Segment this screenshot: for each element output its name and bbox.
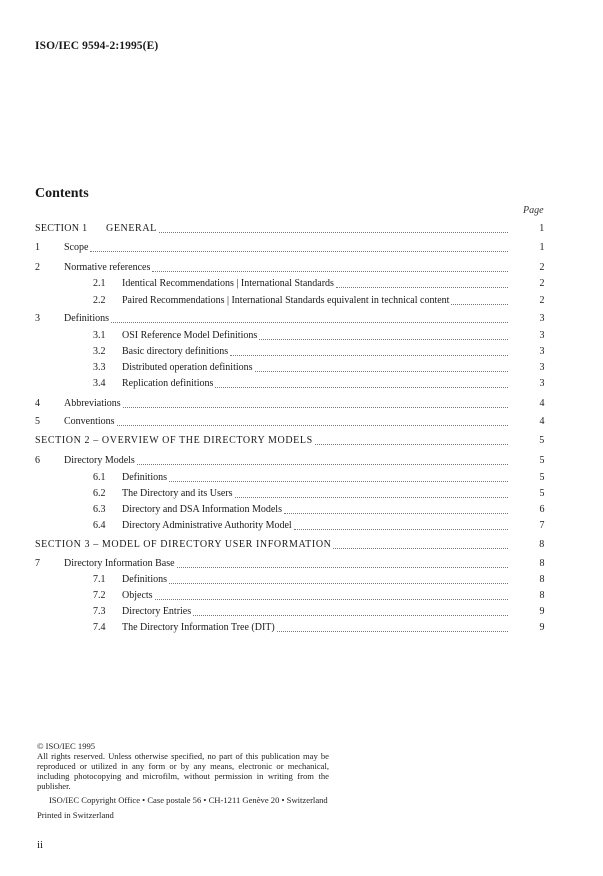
toc-entry[interactable] [0,557,603,571]
dot-leader [123,397,508,408]
toc-entry-number: 4 [35,398,40,409]
toc-entry-title: Distributed operation definitions [122,362,253,373]
toc-entry-page: 5 [539,435,545,446]
copyright-notice [37,741,329,820]
toc-entry[interactable] [0,361,603,375]
toc-entry[interactable] [0,503,603,517]
dot-leader [111,312,508,323]
toc-entry-title: Normative references [64,262,151,273]
toc-entry-page: 5 [539,455,545,466]
toc-entry-number: 3.2 [93,346,106,357]
dot-leader [215,377,508,388]
contents-heading: Contents [35,186,89,201]
toc-entry-number: 3.3 [93,362,106,373]
toc-entry-page: 3 [539,313,545,324]
toc-entry-page: 3 [539,346,545,357]
toc-entry[interactable] [0,415,603,429]
dot-leader [193,605,508,616]
document-id-header: ISO/IEC 9594-2:1995(E) [35,40,159,52]
toc-entry-page: 9 [539,606,545,617]
toc-entry-number: 6.2 [93,488,106,499]
toc-entry-number: 2.2 [93,295,106,306]
toc-entry[interactable] [0,434,603,448]
toc-entry-page: 8 [539,590,545,601]
toc-entry-title: Definitions [64,313,109,324]
toc-entry[interactable] [0,589,603,603]
dot-leader [159,222,508,233]
toc-entry-number: 6.4 [93,520,106,531]
toc-entry-number: 7.1 [93,574,106,585]
toc-entry[interactable] [0,605,603,619]
toc-entry-page: 6 [539,504,545,515]
toc-entry-number: 7.3 [93,606,106,617]
toc-entry-title: Basic directory definitions [122,346,229,357]
dot-leader [294,519,508,530]
toc-entry-number: 1 [35,242,40,253]
toc-entry-number: 2.1 [93,278,106,289]
copyright-line: © ISO/IEC 1995 [37,741,96,751]
toc-entry-page: 9 [539,622,545,633]
dot-leader [336,277,508,288]
toc-entry[interactable] [0,312,603,326]
toc-entry-page: 8 [539,574,545,585]
toc-entry-title: Scope [64,242,89,253]
toc-entry-number: 6.3 [93,504,106,515]
dot-leader [333,538,508,549]
dot-leader [152,261,508,272]
toc-entry-page: 3 [539,378,545,389]
dot-leader [255,361,508,372]
toc-entry-number: 2 [35,262,40,273]
toc-entry[interactable] [0,261,603,275]
dot-leader [284,503,508,514]
dot-leader [137,454,508,465]
dot-leader [230,345,508,356]
toc-entry[interactable] [0,519,603,533]
toc-entry-title: The Directory and its Users [122,488,233,499]
toc-entry-title: Definitions [122,472,167,483]
toc-entry-page: 3 [539,362,545,373]
copyright-body: All rights reserved. Unless otherwise specified, no part of this publication may be reproduced or utilized in any form or by any means, electronic or mechanical, including photocopying and microfilm, without permission in writing from the publisher. [37,751,329,791]
toc-entry-title: Directory Information Base [64,558,175,569]
toc-entry-title: Identical Recommendations | International Standards [122,278,334,289]
toc-entry[interactable] [0,241,603,255]
toc-entry-number: 7.4 [93,622,106,633]
dot-leader [90,241,508,252]
toc-entry[interactable] [0,487,603,501]
printed-in: Printed in Switzerland [37,810,114,820]
toc-entry-title: Conventions [64,416,115,427]
toc-entry-page: 4 [539,416,545,427]
dot-leader [117,415,508,426]
toc-entry[interactable] [0,377,603,391]
toc-entry-title: SECTION 2 – OVERVIEW OF THE DIRECTORY MODELS [35,435,313,446]
dot-leader [277,621,508,632]
dot-leader [259,329,508,340]
toc-entry[interactable] [0,345,603,359]
toc-entry-page: 7 [539,520,545,531]
page-column-label: Page [523,205,544,216]
toc-entry-title: Directory Models [64,455,135,466]
dot-leader [169,471,508,482]
dot-leader [451,294,508,305]
toc-entry[interactable] [0,454,603,468]
toc-entry[interactable] [0,538,603,552]
toc-entry-title: Replication definitions [122,378,214,389]
toc-entry[interactable] [0,329,603,343]
toc-entry-title: GENERAL [106,223,157,234]
toc-entry-page: 5 [539,472,545,483]
dot-leader [235,487,508,498]
toc-entry-title: OSI Reference Model Definitions [122,330,258,341]
dot-leader [177,557,508,568]
toc-entry-title: Directory Entries [122,606,192,617]
dot-leader [169,573,508,584]
toc-entry[interactable] [0,471,603,485]
toc-entry-page: 8 [539,539,545,550]
toc-entry-title: Paired Recommendations | International Standards equivalent in technical content [122,295,450,306]
toc-entry-page: 1 [539,242,545,253]
toc-entry-number: 3.1 [93,330,106,341]
toc-entry[interactable] [0,397,603,411]
copyright-office: ISO/IEC Copyright Office • Case postale 56 • CH-1211 Genève 20 • Switzerland [49,795,328,805]
dot-leader [315,434,508,445]
toc-entry[interactable] [0,294,603,308]
toc-entry-page: 3 [539,330,545,341]
toc-entry-number: 6.1 [93,472,106,483]
toc-entry-number: 6 [35,455,40,466]
toc-entry-page: 4 [539,398,545,409]
toc-entry-page: 8 [539,558,545,569]
toc-entry-number: 7 [35,558,40,569]
toc-entry-number: 3.4 [93,378,106,389]
toc-entry[interactable] [0,573,603,587]
dot-leader [155,589,508,600]
toc-entry-page: 1 [539,223,545,234]
toc-entry[interactable] [0,277,603,291]
toc-entry-number: 7.2 [93,590,106,601]
toc-entry-title: SECTION 3 – MODEL OF DIRECTORY USER INFORMATION [35,539,332,550]
toc-entry-number: 5 [35,416,40,427]
toc-entry-number: 3 [35,313,40,324]
toc-entry-page: 2 [539,278,545,289]
toc-entry-title: Abbreviations [64,398,121,409]
toc-entry[interactable] [0,621,603,635]
toc-entry-page: 5 [539,488,545,499]
toc-entry-title: Directory Administrative Authority Model [122,520,292,531]
toc-entry[interactable] [0,222,603,236]
toc-entry-page: 2 [539,262,545,273]
toc-entry-title: Directory and DSA Information Models [122,504,282,515]
toc-entry-title: Definitions [122,574,167,585]
toc-entry-title: The Directory Information Tree (DIT) [122,622,275,633]
toc-entry-number: SECTION 1 [35,223,88,234]
toc-entry-page: 2 [539,295,545,306]
toc-entry-title: Objects [122,590,153,601]
page-number: ii [37,839,44,851]
